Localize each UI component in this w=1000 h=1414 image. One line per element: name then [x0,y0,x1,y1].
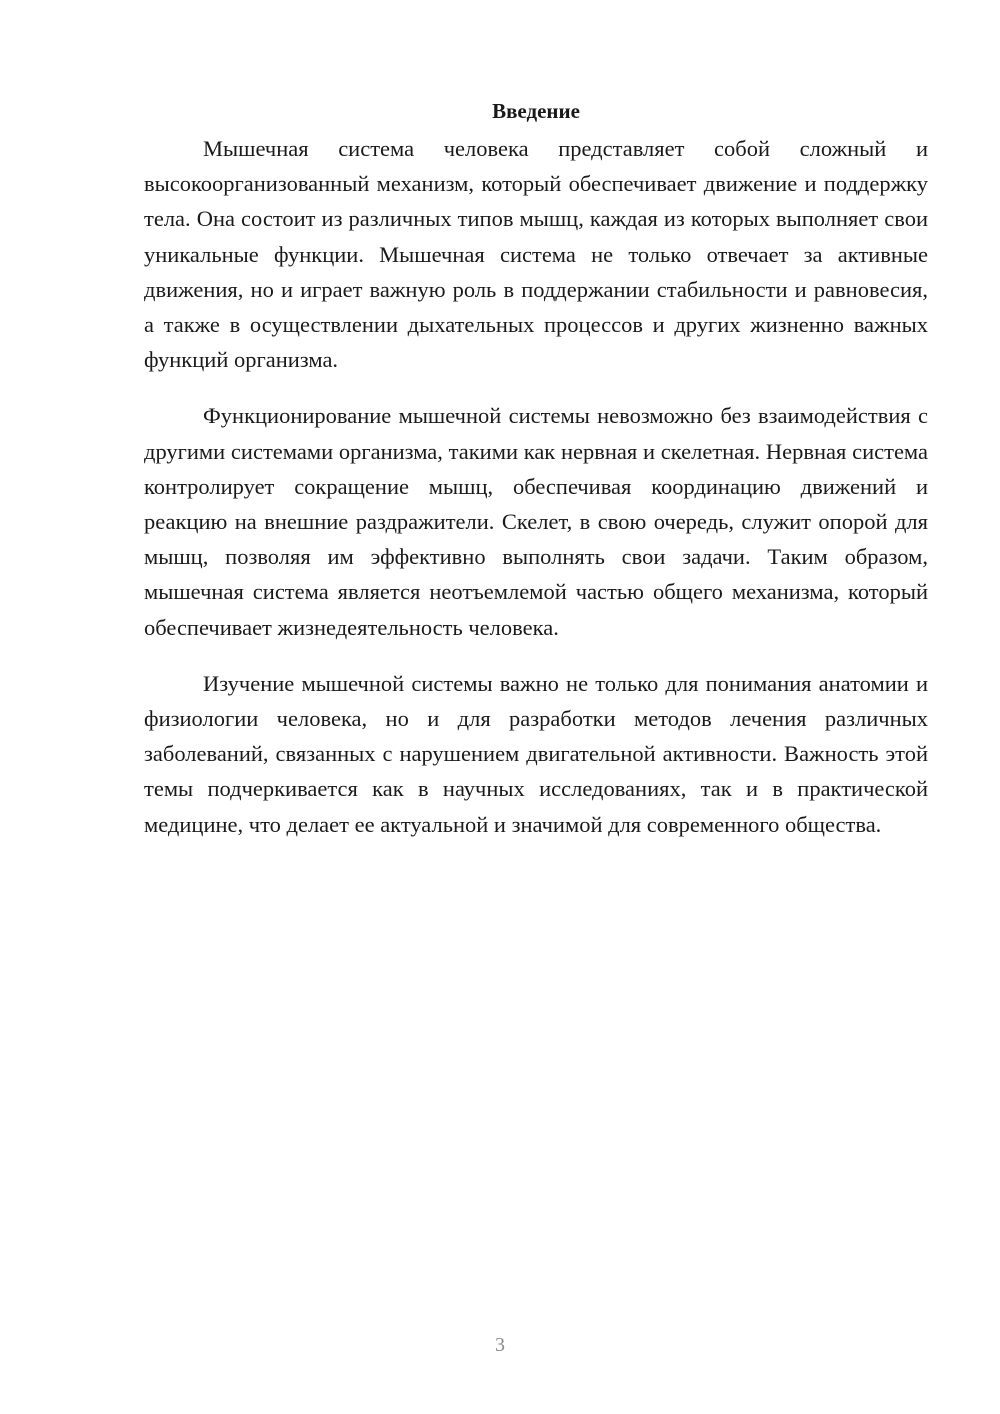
page-number: 3 [495,1334,505,1356]
paragraph-1: Мышечная система человека представляет собой сложный и высокоорганизованный механизм, который обеспечивает движение и поддержку тела. Она состоит из различных типов мышц, каждая из которых выполняет свои уникальные функции. Мышечная система не только отвечает за активные движения, но и играет важную роль в поддержании стабильности и равновесия, а также в осуществлении дыхательных процессов и других жизненно важных функций организма. [144,136,928,373]
paragraph-3: Изучение мышечной системы важно не только для понимания анатомии и физиологии человека, но и для разработки методов лечения различных заболеваний, связанных с нарушением двигательной активности. Важность этой темы подчеркивается как в научных исследованиях, так и в практической медицине, что делает ее актуальной и значимой для современного общества. [144,670,928,837]
page-content [144,97,928,863]
section-heading: Введение [492,99,580,123]
paragraph-2: Функционирование мышечной системы невозможно без взаимодействия с другими системами организма, такими как нервная и скелетная. Нервная система контролирует сокращение мышц, обеспечивая координацию движений и реакцию на внешние раздражители. Скелет, в свою очередь, служит опорой для мышц, позволяя им эффективно выполнять свои задачи. Таким образом, мышечная система является неотъемлемой частью общего механизма, который обеспечивает жизнедеятельность человека. [144,403,928,640]
